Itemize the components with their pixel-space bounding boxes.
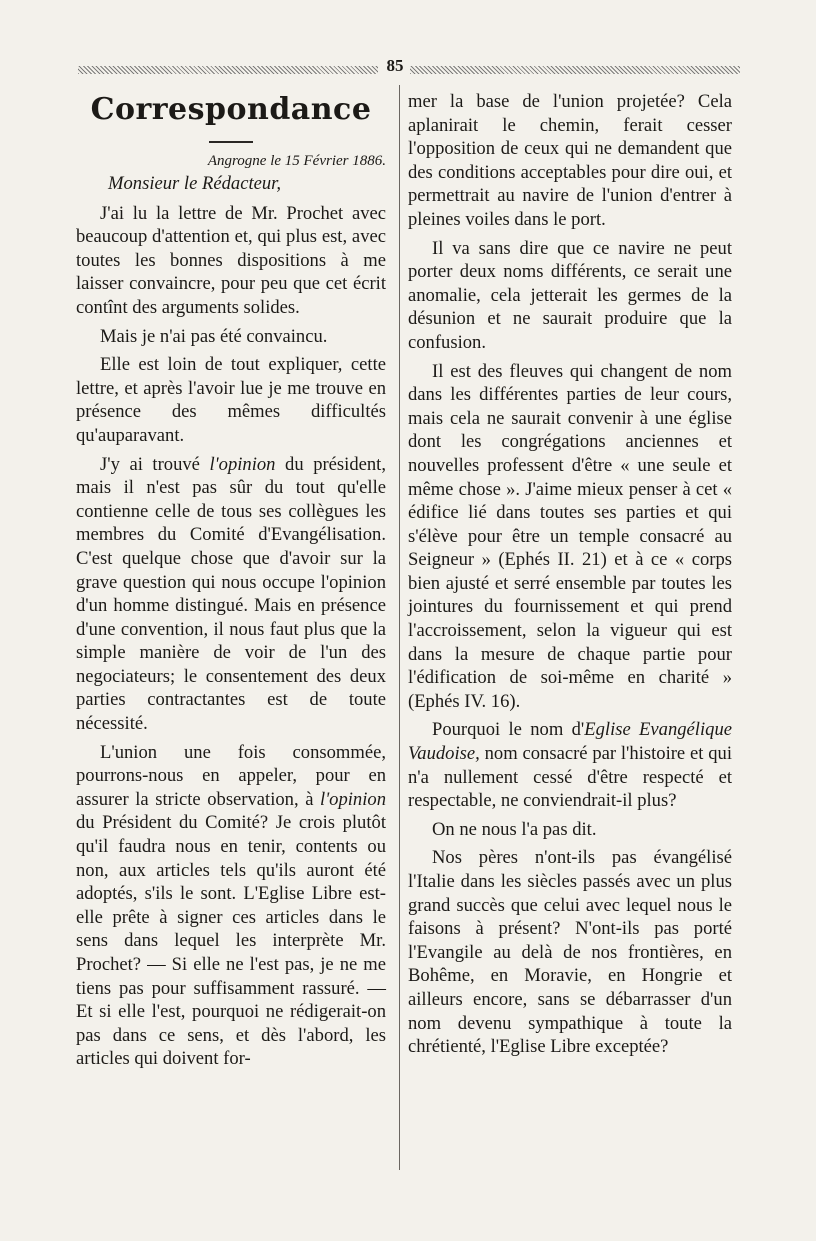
paragraph xyxy=(76,741,386,1071)
paragraph: Il va sans dire que ce navire ne peut porter deux noms différents, ce serait une anomalie, cela jetterait les germes de la désunion et ne saurait produire que la confusion. xyxy=(408,237,732,353)
paragraph: Mais je n'ai pas été convaincu. xyxy=(100,325,328,347)
paragraph xyxy=(408,718,732,812)
paragraph: On ne nous l'a pas dit. xyxy=(432,818,597,840)
italic-text: l'opinion xyxy=(209,453,276,475)
header-rule-right xyxy=(410,66,740,74)
italic-text: l'opinion xyxy=(320,788,386,810)
left-column xyxy=(76,90,386,1076)
salutation: Monsieur le Rédacteur, xyxy=(108,173,281,194)
text-run: J'y ai trouvé xyxy=(100,453,210,475)
text-run: nom consacré par l'histoire et qui n'a nullement cessé d'être respecté et respectable, ne conviendrait-il plus? xyxy=(408,743,732,812)
title-dash xyxy=(209,141,253,143)
text-run: L'union une fois consommée, pourrons-nous en appeler, pour en assurer la stricte observation, à xyxy=(76,741,386,810)
paragraph: Il est des fleuves qui changent de nom dans les différentes parties de leur cours, mais cela ne saurait convenir à une église dont les congrégations anciennes et nouvelles professent d'être « une seule et même chose ». J'aime mieux penser à cet « édifice lié dans toutes ses parties et qui s'élève pour être un temple consacré au Seigneur » (Ephés II. 21) et à ce « corps bien ajusté et serré ensemble par toutes les jointures du fournissement et qui prend l'accroissement, selon la vigueur qui est dans la mesure de chaque partie pour l'édification de soi-même en charité » (Ephés IV. 16). xyxy=(408,360,732,712)
text-run: Pourquoi le nom d' xyxy=(432,719,585,741)
italic-text: Eglise Evangélique Vaudoise, xyxy=(408,719,732,765)
dateline: Angrogne le 15 Février 1886. xyxy=(207,153,386,169)
article-title: Correspondance xyxy=(90,92,372,127)
paragraph xyxy=(76,453,386,736)
text-run: du président, mais il n'est pas sûr du tout qu'elle contienne celle de tous ses collègues les membres du Comité d'Evangélisation. C'est quelque chose que d'avoir sur la grave question qui nous occupe l'opinion d'un homme distingué. Mais en présence d'une convention, il nous faut plus que la simple manière de voir de l'un des negociateurs; le consentement des deux parties contractantes est de toute nécessité. xyxy=(76,453,386,735)
column-divider xyxy=(399,85,400,1170)
paragraph: J'ai lu la lettre de Mr. Prochet avec beaucoup d'attention et, qui plus est, avec toutes les bonnes dispositions à me laisser convaincre, pour peu que cet écrit contînt des arguments solides. xyxy=(76,202,386,318)
paragraph: Elle est loin de tout expliquer, cette lettre, et après l'avoir lue je me trouve en présence des mêmes difficultés qu'auparavant. xyxy=(76,354,386,446)
right-column xyxy=(408,90,732,1064)
paragraph: Nos pères n'ont-ils pas évangélisé l'Italie dans les siècles passés avec un plus grand succès que celui avec lequel nous le faisons à présent? N'ont-ils pas porté l'Evangile au delà de nos frontières, en Bohême, en Moravie, en Hongrie et ailleurs encore, sans se débarrasser d'un nom devenu sympathique à toute la chrétienté, l'Eglise Libre exceptée? xyxy=(408,847,732,1058)
text-run: du Président du Comité? Je crois plutôt qu'il faudra nous en tenir, contents ou non, aux articles tels qu'ils auront été adoptés, s'ils le sont. L'Eglise Libre est-elle prête à signer ces articles dans le sens dans lequel les interprète Mr. Prochet? — Si elle ne l'est pas, je ne me tiens pas pour suffisamment rassuré. — Et si elle l'est, pourquoi ne rédigerait-on pas dans ce sens, et dès l'abord, les articles qui doivent for- xyxy=(76,812,386,1070)
page-number: 85 xyxy=(386,56,404,75)
paragraph: mer la base de l'union projetée? Cela aplanirait le chemin, ferait cesser l'opposition de ceux qui ne demandent que des conditions acceptables pour dire oui, et permettrait au navire de l'union d'entrer à pleines voiles dans le port. xyxy=(408,91,732,230)
header-rule-left xyxy=(78,66,378,74)
